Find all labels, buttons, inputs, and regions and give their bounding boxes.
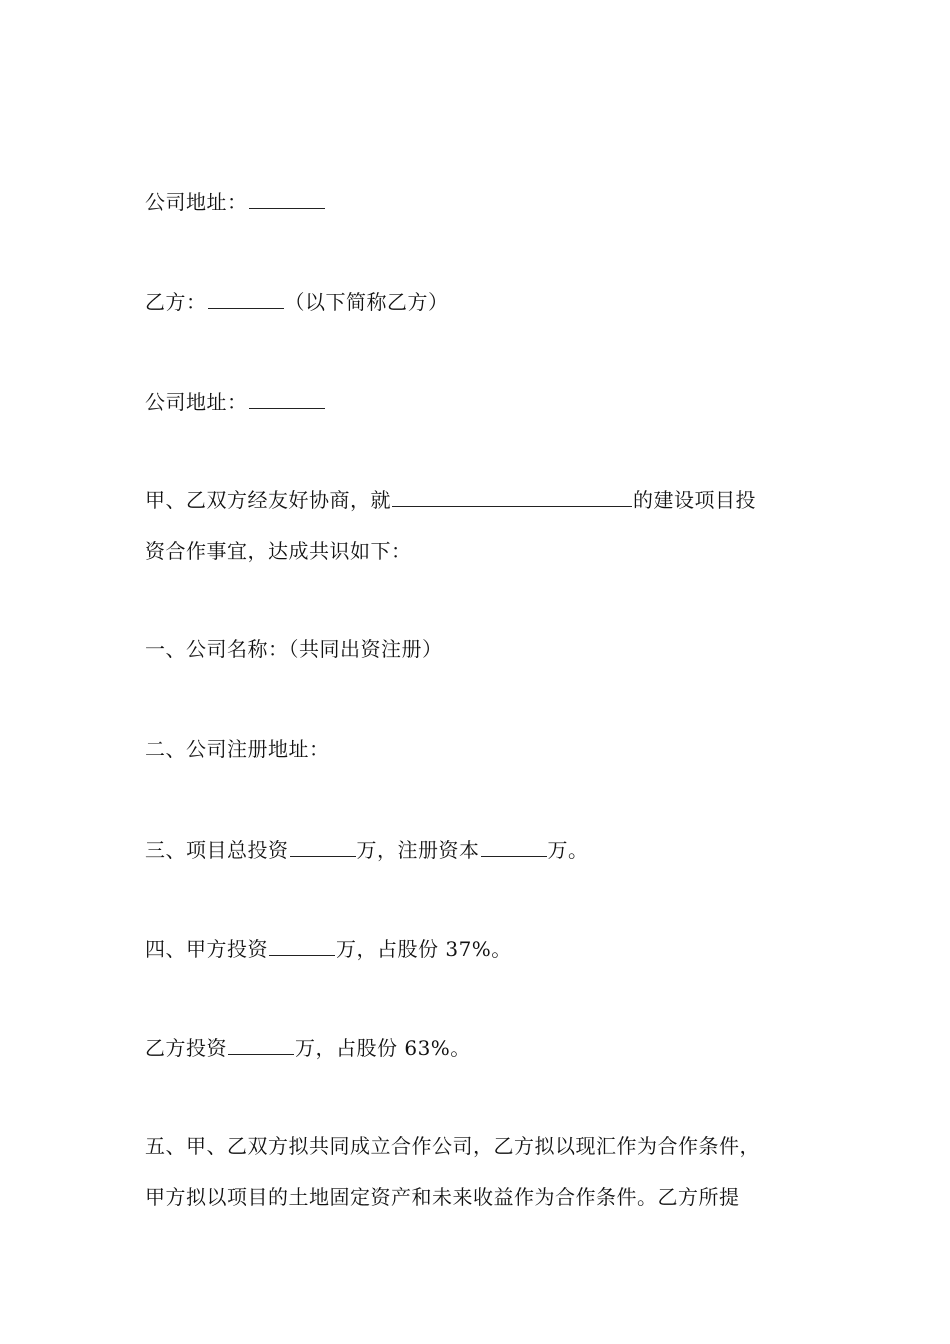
company-address-line-1 xyxy=(145,187,326,217)
item-4b-line xyxy=(145,1033,471,1063)
company-address-label: 公司地址： xyxy=(145,390,248,414)
item-3-part1: 三、项目总投资 xyxy=(145,838,289,862)
company-address-blank[interactable] xyxy=(249,388,325,409)
item-2-text: 二、公司注册地址： xyxy=(145,737,330,761)
intro-text-part2: 的建设项目投 xyxy=(633,488,756,512)
party-b-suffix: （以下简称乙方） xyxy=(284,290,449,314)
registered-capital-blank[interactable] xyxy=(481,836,547,857)
party-a-investment-blank[interactable] xyxy=(269,935,335,956)
item-4-line xyxy=(145,934,512,964)
intro-text-part1: 甲、乙双方经友好协商，就 xyxy=(145,488,391,512)
item-1-text: 一、公司名称：（共同出资注册） xyxy=(145,637,443,661)
company-address-blank[interactable] xyxy=(249,188,325,209)
item-2-line xyxy=(145,734,330,764)
item-5-text-line1: 五、甲、乙双方拟共同成立合作公司，乙方拟以现汇作为合作条件， xyxy=(145,1134,760,1158)
party-b-label: 乙方： xyxy=(145,290,207,314)
party-b-name-blank[interactable] xyxy=(208,288,284,309)
intro-line-1 xyxy=(145,485,756,515)
company-address-line-2 xyxy=(145,387,326,417)
party-b-investment-blank[interactable] xyxy=(228,1034,294,1055)
item-1-line xyxy=(145,634,443,664)
item-3-line xyxy=(145,835,589,865)
item-5-line-2 xyxy=(145,1182,740,1212)
item-4-part2: 万，占股份 37%。 xyxy=(336,937,512,961)
item-5-text-line2: 甲方拟以项目的土地固定资产和未来收益作为合作条件。乙方所提 xyxy=(145,1185,740,1209)
party-b-line xyxy=(145,287,449,317)
company-address-label: 公司地址： xyxy=(145,190,248,214)
item-3-part3: 万。 xyxy=(547,838,589,862)
total-investment-blank[interactable] xyxy=(290,836,356,857)
item-4b-part2: 万，占股份 63%。 xyxy=(295,1036,471,1060)
item-4b-part1: 乙方投资 xyxy=(145,1036,227,1060)
item-5-line-1 xyxy=(145,1131,760,1161)
project-name-blank[interactable] xyxy=(392,486,632,507)
intro-text-line2: 资合作事宜，达成共识如下： xyxy=(145,539,412,563)
intro-line-2 xyxy=(145,536,412,566)
item-3-part2: 万，注册资本 xyxy=(356,838,480,862)
item-4-part1: 四、甲方投资 xyxy=(145,937,268,961)
